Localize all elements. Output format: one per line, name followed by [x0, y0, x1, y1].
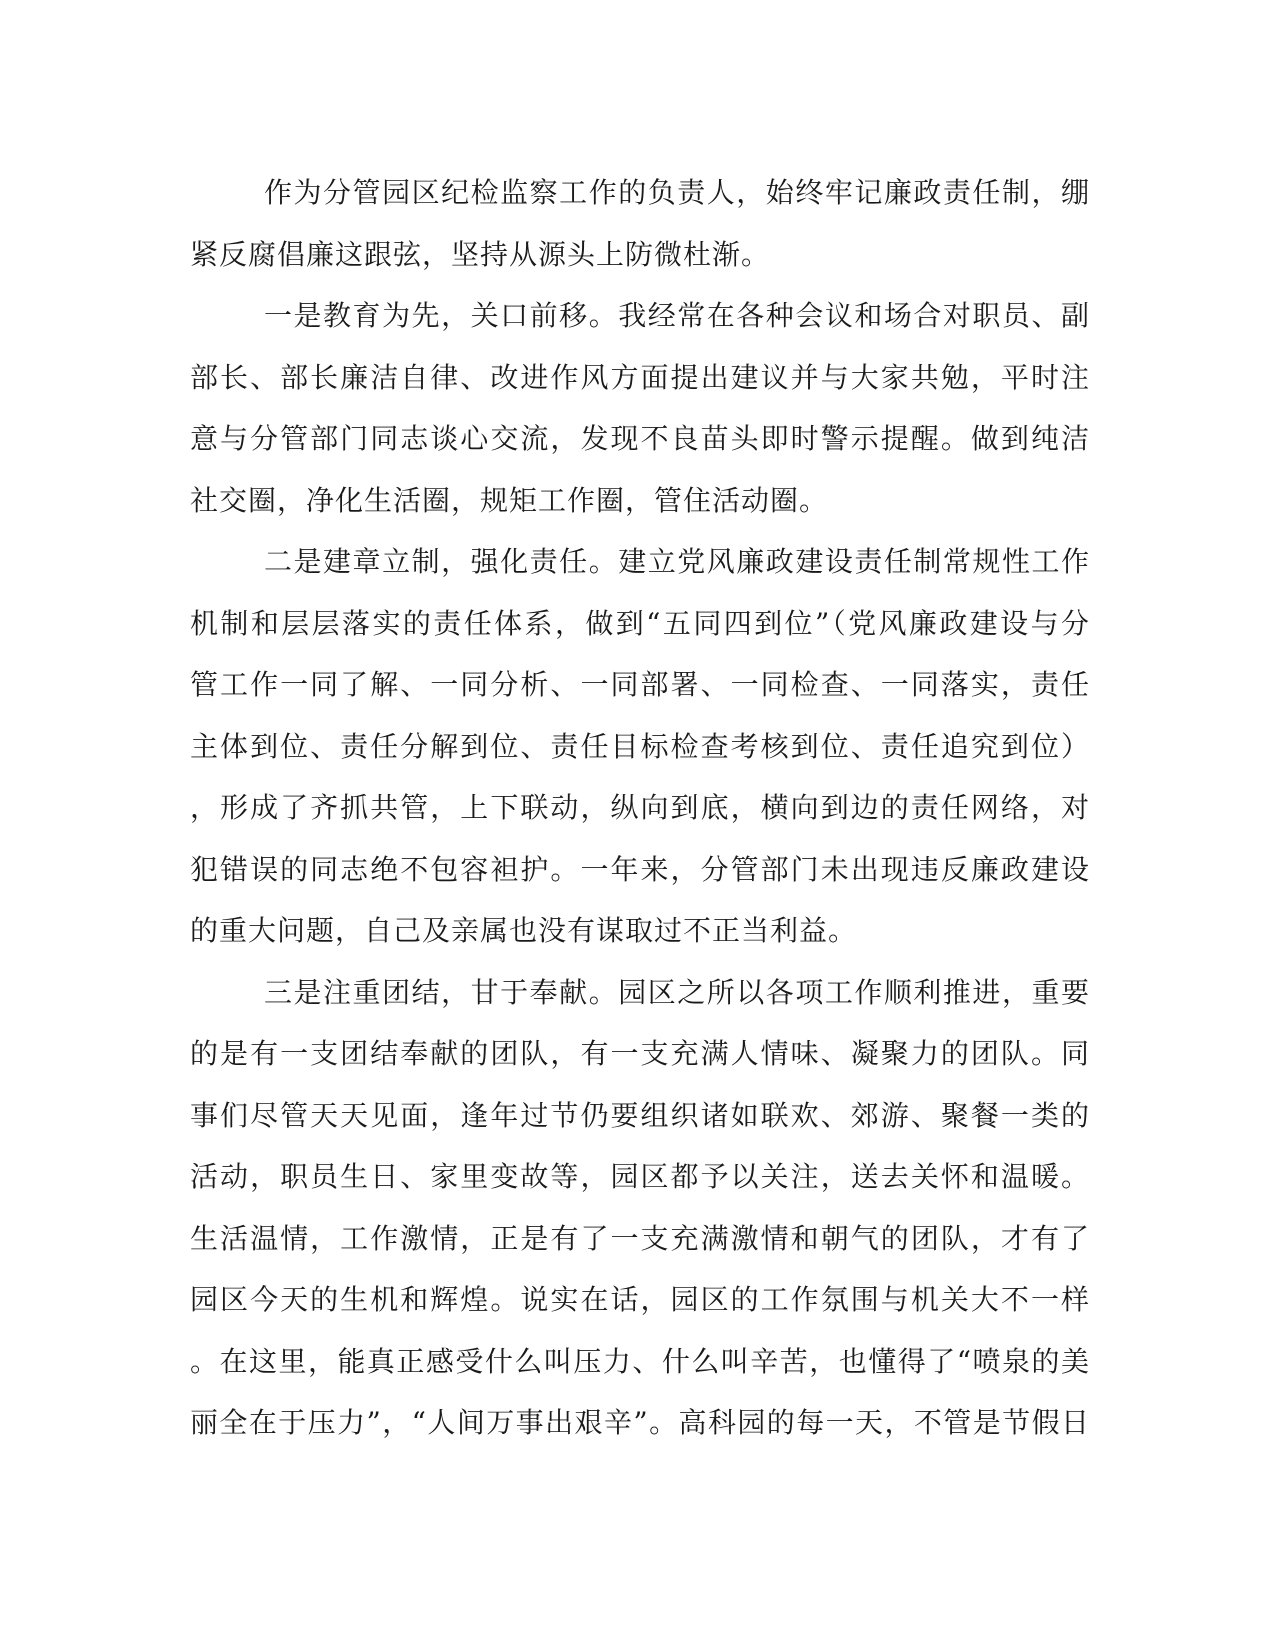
body-text [190, 162, 1090, 1454]
paragraph-3-line-3: 管工作一同了解、一同分析、一同部署、一同检查、一同落实，责任 [190, 668, 1090, 701]
paragraph-2-line-1: 一是教育为先，关口前移。我经常在各种会议和场合对职员、副 [264, 299, 1090, 332]
paragraph-4-line-5: 生活温情，工作激情，正是有了一支充满激情和朝气的团队，才有了 [190, 1221, 1090, 1255]
paragraph-2-line-2: 部长、部长廉洁自律、改进作风方面提出建议并与大家共勉，平时注 [190, 360, 1090, 394]
paragraph-1-line-2: 紧反腐倡廉这跟弦，坚持从源头上防微杜渐。 [190, 237, 771, 271]
paragraph-3-line-4: 主体到位、责任分解到位、责任目标检查考核到位、责任追究到位） [190, 729, 1090, 763]
paragraph-3-line-5: ，形成了齐抓共管，上下联动，纵向到底，横向到边的责任网络，对 [190, 791, 1090, 824]
paragraph-2-line-3: 意与分管部门同志谈心交流，发现不良苗头即时警示提醒。做到纯洁 [190, 422, 1090, 455]
paragraph-3-line-2: 机制和层层落实的责任体系，做到“五同四到位”（党风廉政建设与分 [190, 606, 1090, 640]
paragraph-2-line-4: 社交圈，净化生活圈，规矩工作圈，管住活动圈。 [190, 483, 829, 517]
paragraph-1-line-1: 作为分管园区纪检监察工作的负责人，始终牢记廉政责任制，绷 [264, 176, 1090, 209]
paragraph-4-line-2: 的是有一支团结奉献的团队，有一支充满人情味、凝聚力的团队。同 [190, 1037, 1090, 1070]
paragraph-4-line-7: 。在这里，能真正感受什么叫压力、什么叫辛苦，也懂得了“喷泉的美 [190, 1344, 1090, 1378]
paragraph-4-line-6: 园区今天的生机和辉煌。说实在话，园区的工作氛围与机关大不一样 [190, 1283, 1090, 1316]
paragraph-4-line-4: 活动，职员生日、家里变故等，园区都予以关注，送去关怀和温暖。 [190, 1160, 1090, 1193]
paragraph-4-line-1: 三是注重团结，甘于奉献。园区之所以各项工作顺利推进，重要 [264, 975, 1090, 1009]
paragraph-3-line-6: 犯错误的同志绝不包容袒护。一年来，分管部门未出现违反廉政建设 [190, 852, 1090, 886]
paragraph-3-line-1: 二是建章立制，强化责任。建立党风廉政建设责任制常规性工作 [264, 545, 1090, 578]
paragraph-4-line-3: 事们尽管天天见面，逢年过节仍要组织诸如联欢、郊游、聚餐一类的 [190, 1098, 1090, 1132]
paragraph-3-line-7: 的重大问题，自己及亲属也没有谋取过不正当利益。 [190, 914, 858, 947]
paragraph-4-line-8: 丽全在于压力”，“人间万事出艰辛”。高科园的每一天，不管是节假日 [190, 1406, 1090, 1439]
